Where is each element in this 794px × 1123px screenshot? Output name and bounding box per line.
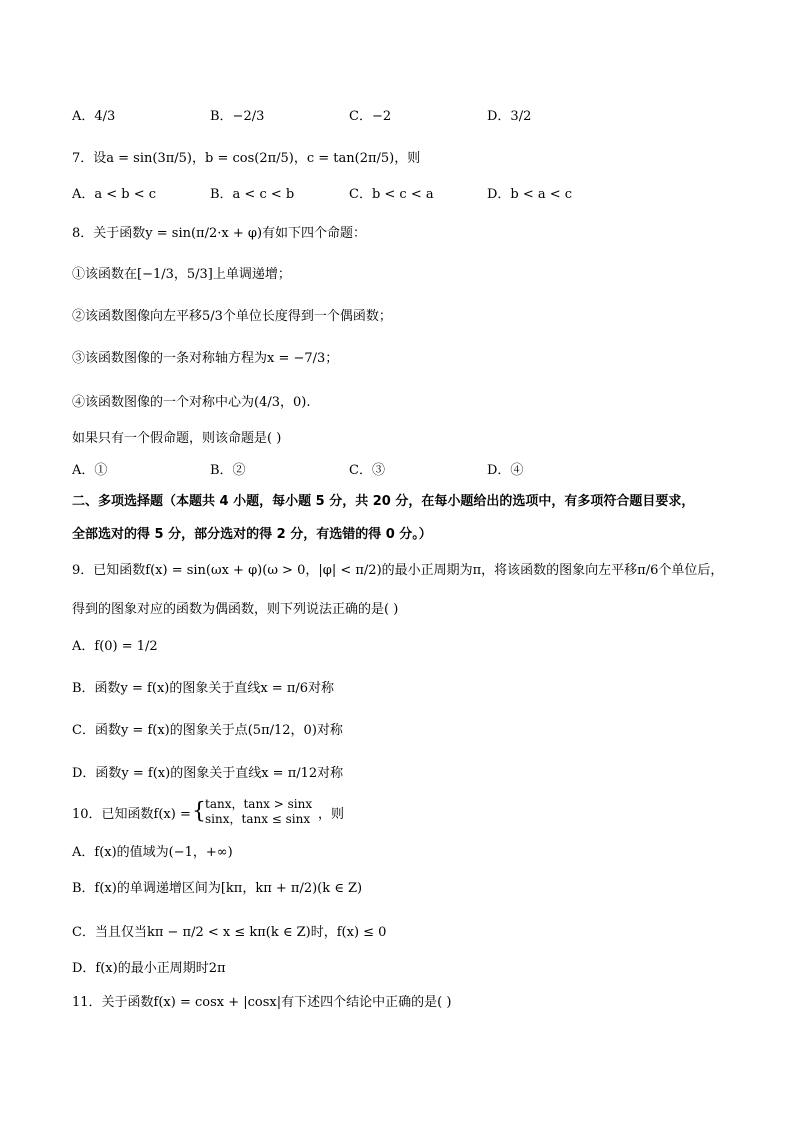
q8-prop-1: ①该函数在[−1/3，5/3]上单调递增；: [72, 267, 291, 282]
q10-stem-suffix: ，则: [318, 807, 345, 822]
q7-option-b: B．a < c < b: [210, 187, 295, 202]
q7-stem: 7．设a = sin(3π/5)，b = cos(2π/5)，c = tan(2π/5)，则: [72, 151, 421, 166]
q8-prop-3: ③该函数图像的一条对称轴方程为x = −7/3；: [72, 351, 339, 366]
q9-option-a: A．f(0) = 1/2: [72, 639, 158, 654]
q6-option-d: D．3/2: [487, 109, 532, 124]
q10-stem-prefix: 10．已知函数f(x) =: [72, 807, 191, 822]
q8-option-b: B．②: [210, 463, 246, 478]
q10-option-c: C．当且仅当kπ − π/2 < x ≤ kπ(k ∈ Z)时，f(x) ≤ 0: [72, 925, 387, 940]
q9-stem-line-1: 9．已知函数f(x) = sin(ωx + φ)(ω > 0，|φ| < π/2)的最小正周期为π，将该函数的图象向左平移π/6个单位后，: [72, 563, 724, 578]
section-heading-line-1: 二、多项选择题（本题共 4 小题，每小题 5 分，共 20 分，在每小题给出的选项中，有多项符合题目要求，: [72, 494, 695, 509]
q8-stem: 8．关于函数y = sin(π/2·x + φ)有如下四个命题：: [72, 226, 367, 241]
q8-prop-4: ④该函数图像的一个对称中心为(4/3，0).: [72, 395, 311, 410]
q6-option-c: C．−2: [349, 109, 392, 124]
q8-option-d: D．④: [487, 463, 524, 478]
q8-option-a: A．①: [72, 463, 108, 478]
q10-option-b: B．f(x)的单调递增区间为[kπ，kπ + π/2)(k ∈ Z): [72, 881, 363, 896]
q9-option-c: C．函数y = f(x)的图象关于点(5π/12，0)对称: [72, 723, 343, 738]
q8-question: 如果只有一个假命题，则该命题是( ): [72, 431, 282, 446]
q11-stem: 11．关于函数f(x) = cosx + |cosx|有下述四个结论中正确的是( ): [72, 995, 452, 1010]
q10-case-1: tanx，tanx > sinx: [205, 797, 313, 811]
q7-option-c: C．b < c < a: [349, 187, 434, 202]
q6-option-b: B．−2/3: [210, 109, 265, 124]
q10-brace: {: [192, 799, 206, 824]
q9-stem-line-2: 得到的图象对应的函数为偶函数，则下列说法正确的是( ): [72, 602, 399, 617]
section-heading-line-2: 全部选对的得 5 分，部分选对的得 2 分，有选错的得 0 分。）: [72, 527, 432, 542]
q10-case-2: sinx，tanx ≤ sinx: [205, 812, 311, 826]
q6-option-a: A．4/3: [72, 109, 116, 124]
q10-option-a: A．f(x)的值域为(−1，+∞): [72, 845, 233, 860]
q10-option-d: D．f(x)的最小正周期时2π: [72, 961, 226, 976]
q9-option-b: B．函数y = f(x)的图象关于直线x = π/6对称: [72, 681, 335, 696]
q7-option-d: D．b < a < c: [487, 187, 573, 202]
q9-option-d: D．函数y = f(x)的图象关于直线x = π/12对称: [72, 766, 344, 781]
q8-prop-2: ②该函数图像向左平移5/3个单位长度得到一个偶函数；: [72, 309, 392, 324]
q8-option-c: C．③: [349, 463, 385, 478]
q7-option-a: A．a < b < c: [72, 187, 157, 202]
